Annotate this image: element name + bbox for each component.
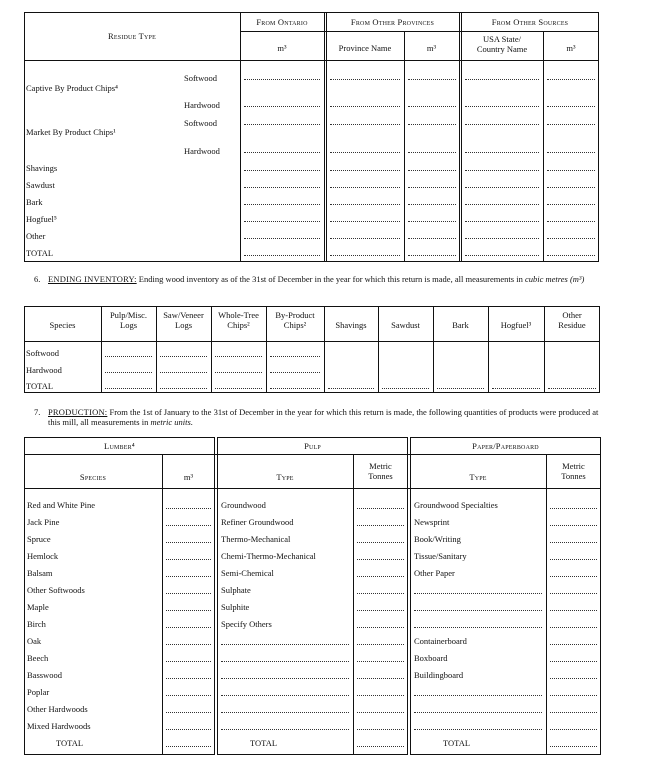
lumber-row-label: Poplar	[27, 687, 50, 697]
pulp-row-label: Specify Others	[221, 619, 272, 629]
unit-m3: m³	[426, 43, 437, 53]
section7-text	[48, 407, 603, 427]
entry-field[interactable]	[357, 678, 404, 679]
paper-box	[410, 437, 601, 755]
entry-field[interactable]	[244, 106, 320, 107]
residue-row-label: TOTAL	[26, 248, 54, 258]
market-hardwood-label: Hardwood	[184, 146, 220, 156]
lumber-row-label: Balsam	[27, 568, 53, 578]
inventory-column-header: Bark	[452, 320, 469, 330]
entry-field[interactable]	[160, 388, 207, 389]
entry-field[interactable]	[550, 729, 597, 730]
entry-field[interactable]	[550, 576, 597, 577]
entry-field[interactable]	[166, 695, 211, 696]
entry-field[interactable]	[550, 627, 597, 628]
entry-field[interactable]	[547, 152, 595, 153]
entry-field[interactable]	[547, 187, 595, 188]
entry-field[interactable]	[221, 661, 349, 662]
entry-field[interactable]	[465, 238, 539, 239]
entry-field[interactable]	[270, 356, 320, 357]
entry-field[interactable]	[221, 712, 349, 713]
entry-field[interactable]	[550, 678, 597, 679]
paper-tonnes-header: Metric Tonnes	[561, 461, 586, 481]
section7-units: metric units.	[150, 417, 193, 427]
pulp-row-label: Semi-Chemical	[221, 568, 274, 578]
from-other-provinces-header: From Other Provinces	[350, 17, 435, 27]
species-header: Species	[79, 472, 107, 482]
entry-field[interactable]	[166, 729, 211, 730]
entry-field[interactable]	[547, 255, 595, 256]
entry-field[interactable]	[408, 204, 456, 205]
lumber-row-label: Mixed Hardwoods	[27, 721, 91, 731]
entry-field[interactable]	[408, 255, 456, 256]
col-line	[353, 454, 354, 755]
market-softwood-label: Softwood	[184, 118, 218, 128]
entry-field[interactable]	[105, 372, 152, 373]
unit-m3: m³	[277, 43, 287, 53]
paper-row-label: Newsprint	[414, 517, 450, 527]
entry-field[interactable]	[328, 388, 374, 389]
entry-field[interactable]	[414, 729, 542, 730]
col-line	[459, 12, 460, 262]
entry-field[interactable]	[221, 695, 349, 696]
col-line	[324, 12, 325, 262]
province-name-header: Province Name	[338, 43, 392, 53]
from-other-sources-header: From Other Sources	[491, 17, 569, 27]
residue-row-label: Shavings	[26, 163, 58, 173]
paper-row-label: Book/Writing	[414, 534, 461, 544]
residue-row-label: Sawdust	[26, 180, 55, 190]
residue-row-label: Other	[26, 231, 46, 241]
market-chips-label: Market By Product Chips¹	[26, 127, 116, 137]
entry-field[interactable]	[244, 204, 320, 205]
entry-field[interactable]	[330, 79, 400, 80]
paper-type-header: Type	[469, 472, 487, 482]
entry-field[interactable]	[550, 559, 597, 560]
entry-field[interactable]	[492, 388, 540, 389]
paper-row-label: Other Paper	[414, 568, 455, 578]
lumber-header: Lumber⁴	[104, 441, 135, 451]
entry-field[interactable]	[215, 372, 262, 373]
entry-field[interactable]	[166, 508, 211, 509]
entry-field[interactable]	[465, 187, 539, 188]
lumber-row-label: Beech	[27, 653, 49, 663]
entry-field[interactable]	[166, 559, 211, 560]
entry-field[interactable]	[357, 695, 404, 696]
pulp-row-label: Thermo-Mechanical	[221, 534, 291, 544]
entry-field[interactable]	[357, 559, 404, 560]
entry-field[interactable]	[465, 170, 539, 171]
entry-field[interactable]	[166, 576, 211, 577]
entry-field[interactable]	[166, 525, 211, 526]
unit-m3: m³	[566, 43, 576, 53]
entry-field[interactable]	[408, 124, 456, 125]
entry-field[interactable]	[357, 627, 404, 628]
entry-field[interactable]	[437, 388, 484, 389]
entry-field[interactable]	[357, 610, 404, 611]
entry-field[interactable]	[547, 79, 595, 80]
entry-field[interactable]	[547, 204, 595, 205]
inventory-column-header: Species	[49, 320, 76, 330]
lumber-row-label: Red and White Pine	[27, 500, 96, 510]
entry-field[interactable]	[408, 238, 456, 239]
lumber-row-label: Hemlock	[27, 551, 59, 561]
entry-field[interactable]	[160, 356, 207, 357]
entry-field[interactable]	[357, 661, 404, 662]
header-bottom	[24, 60, 599, 61]
entry-field[interactable]	[465, 79, 539, 80]
entry-field[interactable]	[414, 593, 542, 594]
pulp-row-label: Sulphite	[221, 602, 250, 612]
entry-field[interactable]	[270, 372, 320, 373]
entry-field[interactable]	[330, 152, 400, 153]
entry-field[interactable]	[414, 610, 542, 611]
entry-field[interactable]	[166, 542, 211, 543]
entry-field[interactable]	[550, 593, 597, 594]
entry-field[interactable]	[357, 593, 404, 594]
entry-field[interactable]	[215, 388, 262, 389]
entry-field[interactable]	[244, 170, 320, 171]
entry-field[interactable]	[547, 238, 595, 239]
entry-field[interactable]	[357, 508, 404, 509]
entry-field[interactable]	[408, 187, 456, 188]
production-header-divider	[24, 454, 601, 455]
entry-field[interactable]	[465, 124, 539, 125]
header-divider	[240, 31, 599, 32]
m3-header: m³	[183, 472, 194, 482]
entry-field[interactable]	[550, 525, 597, 526]
entry-field[interactable]	[166, 593, 211, 594]
from-ontario-header: From Ontario	[256, 17, 308, 27]
entry-field[interactable]	[408, 79, 456, 80]
entry-field[interactable]	[357, 542, 404, 543]
entry-field[interactable]	[166, 678, 211, 679]
entry-field[interactable]	[357, 746, 404, 747]
captive-hardwood-label: Hardwood	[184, 100, 220, 110]
entry-field[interactable]	[382, 388, 429, 389]
col-line	[543, 31, 544, 262]
col-line	[404, 31, 405, 262]
section6-title: ENDING INVENTORY:	[48, 274, 137, 284]
entry-field[interactable]	[166, 627, 211, 628]
entry-field[interactable]	[244, 221, 320, 222]
entry-field[interactable]	[244, 124, 320, 125]
entry-field[interactable]	[408, 221, 456, 222]
entry-field[interactable]	[414, 627, 542, 628]
paper-row-label: Boxboard	[414, 653, 448, 663]
inventory-row-label: Hardwood	[26, 365, 62, 375]
inventory-column-header: Sawdust	[391, 320, 420, 330]
pulp-row-label: Sulphate	[221, 585, 251, 595]
pulp-header: Pulp	[304, 441, 321, 451]
inventory-column-header: By-Product Chips²	[275, 310, 315, 330]
paper-header: Paper/Paperboard	[472, 441, 539, 451]
inventory-column-header: Whole-Tree Chips²	[218, 310, 259, 330]
entry-field[interactable]	[550, 712, 597, 713]
entry-field[interactable]	[408, 170, 456, 171]
entry-field[interactable]	[160, 372, 207, 373]
entry-field[interactable]	[330, 221, 400, 222]
entry-field[interactable]	[408, 106, 456, 107]
entry-field[interactable]	[465, 255, 539, 256]
inventory-column-header: Hogfuel³	[500, 320, 532, 330]
pulp-row-label: Groundwood	[221, 500, 266, 510]
inventory-column-header: Saw/Veneer Logs	[163, 310, 204, 330]
usa-state-country-header: USA State/ Country Name	[476, 34, 528, 54]
pulp-tonnes-header: Metric Tonnes	[368, 461, 393, 481]
entry-field[interactable]	[215, 356, 262, 357]
entry-field[interactable]	[465, 221, 539, 222]
entry-field[interactable]	[548, 388, 596, 389]
paper-row-label: Tissue/Sanitary	[414, 551, 467, 561]
pulp-row-label: Refiner Groundwood	[221, 517, 294, 527]
col-line	[546, 454, 547, 755]
entry-field[interactable]	[357, 729, 404, 730]
entry-field[interactable]	[550, 746, 597, 747]
entry-field[interactable]	[330, 187, 400, 188]
entry-field[interactable]	[330, 255, 400, 256]
entry-field[interactable]	[414, 712, 542, 713]
entry-field[interactable]	[414, 695, 542, 696]
entry-field[interactable]	[166, 661, 211, 662]
residue-row-label: Hogfuel⁵	[26, 214, 57, 224]
production-header-bottom	[24, 488, 601, 489]
entry-field[interactable]	[547, 106, 595, 107]
pulp-row-label: Chemi-Thermo-Mechanical	[221, 551, 316, 561]
entry-field[interactable]	[166, 610, 211, 611]
entry-field[interactable]	[357, 576, 404, 577]
pulp-type-header: Type	[276, 472, 294, 482]
pulp-box	[217, 437, 408, 755]
lumber-row-label: Spruce	[27, 534, 51, 544]
lumber-row-label: Birch	[27, 619, 46, 629]
entry-field[interactable]	[166, 746, 211, 747]
residue-type-header: Residue Type	[108, 31, 156, 41]
inventory-row-label: TOTAL	[26, 381, 54, 391]
section6-number: 6.	[34, 274, 41, 284]
inventory-column-header: Other Residue	[558, 310, 586, 330]
entry-field[interactable]	[408, 152, 456, 153]
entry-field[interactable]	[244, 238, 320, 239]
inventory-column-header: Shavings	[335, 320, 367, 330]
entry-field[interactable]	[550, 508, 597, 509]
entry-field[interactable]	[166, 712, 211, 713]
entry-field[interactable]	[330, 204, 400, 205]
entry-field[interactable]	[221, 644, 349, 645]
paper-row-label: Groundwood Specialties	[414, 500, 498, 510]
section6-text	[48, 274, 603, 284]
entry-field[interactable]	[244, 187, 320, 188]
col-line	[162, 454, 163, 755]
entry-field[interactable]	[330, 238, 400, 239]
entry-field[interactable]	[465, 152, 539, 153]
entry-field[interactable]	[357, 525, 404, 526]
entry-field[interactable]	[357, 712, 404, 713]
paper-row-label: Containerboard	[414, 636, 467, 646]
paper-row-label: TOTAL	[443, 738, 471, 748]
entry-field[interactable]	[547, 124, 595, 125]
lumber-row-label: Maple	[27, 602, 49, 612]
entry-field[interactable]	[244, 255, 320, 256]
entry-field[interactable]	[465, 106, 539, 107]
entry-field[interactable]	[465, 204, 539, 205]
entry-field[interactable]	[270, 388, 320, 389]
entry-field[interactable]	[357, 644, 404, 645]
section7-body: From the 1st of January to the 31st of December in the year for which this return is made, the following quantities of products were produced at this mill, all measurements in	[48, 407, 599, 427]
lumber-row-label: Jack Pine	[27, 517, 60, 527]
entry-field[interactable]	[550, 610, 597, 611]
captive-chips-label: Captive By Product Chips⁴	[26, 83, 118, 93]
inventory-row-label: Softwood	[26, 348, 60, 358]
entry-field[interactable]	[550, 661, 597, 662]
entry-field[interactable]	[550, 542, 597, 543]
entry-field[interactable]	[105, 356, 152, 357]
entry-field[interactable]	[547, 170, 595, 171]
lumber-row-label: Oak	[27, 636, 42, 646]
lumber-row-label: Other Softwoods	[27, 585, 85, 595]
entry-field[interactable]	[221, 678, 349, 679]
lumber-row-label: Other Hardwoods	[27, 704, 88, 714]
entry-field[interactable]	[221, 729, 349, 730]
entry-field[interactable]	[330, 124, 400, 125]
pulp-row-label: TOTAL	[250, 738, 278, 748]
lumber-row-label: TOTAL	[56, 738, 84, 748]
entry-field[interactable]	[330, 106, 400, 107]
entry-field[interactable]	[105, 388, 152, 389]
inventory-column-header: Pulp/Misc. Logs	[109, 310, 148, 330]
section6-body: Ending wood inventory as of the 31st of December in the year for which this return is made, all measurements in	[138, 274, 523, 284]
section7-number: 7.	[34, 407, 41, 417]
inventory-header-bottom	[24, 341, 600, 342]
entry-field[interactable]	[244, 152, 320, 153]
entry-field[interactable]	[550, 644, 597, 645]
section7-title: PRODUCTION:	[48, 407, 108, 417]
paper-row-label: Buildingboard	[414, 670, 464, 680]
entry-field[interactable]	[244, 79, 320, 80]
entry-field[interactable]	[166, 644, 211, 645]
residue-row-label: Bark	[26, 197, 43, 207]
section6-units: cubic metres (m³)	[524, 274, 585, 284]
entry-field[interactable]	[550, 695, 597, 696]
captive-softwood-label: Softwood	[184, 73, 218, 83]
entry-field[interactable]	[330, 170, 400, 171]
lumber-row-label: Basswood	[27, 670, 62, 680]
entry-field[interactable]	[547, 221, 595, 222]
